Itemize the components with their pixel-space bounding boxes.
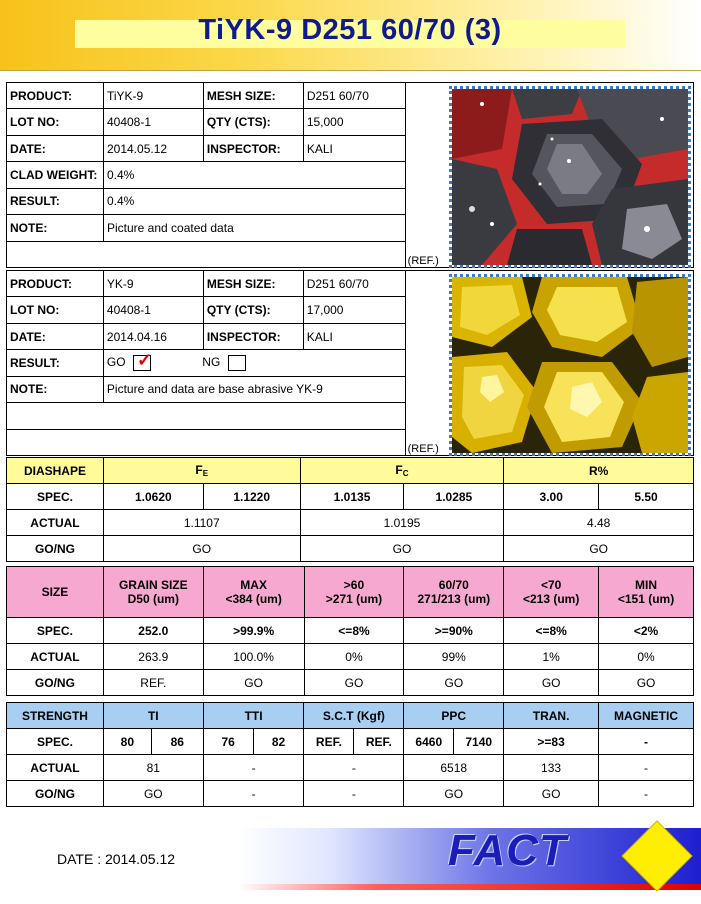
- fc-main: F: [395, 463, 403, 477]
- base-diamond-photo: [449, 274, 691, 456]
- checkmark-icon: ✓: [136, 349, 153, 370]
- magnetic-spec: -: [598, 729, 693, 755]
- min-gong: GO: [599, 670, 694, 696]
- magnetic-header: MAGNETIC: [598, 703, 693, 729]
- lot-no-label: LOT NO:: [7, 297, 104, 323]
- date-label: DATE:: [7, 135, 104, 161]
- note-label: NOTE:: [7, 215, 104, 241]
- sct-spec-max: REF.: [354, 729, 404, 755]
- under70-header: [504, 567, 599, 618]
- empty-row: [7, 403, 406, 429]
- r-gong: GO: [504, 536, 694, 562]
- base-product-table: [6, 270, 694, 456]
- tti-spec-min: 76: [203, 729, 253, 755]
- max-actual: 100.0%: [203, 644, 304, 670]
- empty-row: [7, 429, 406, 455]
- ng-option-label: NG: [202, 355, 221, 370]
- product-label: PRODUCT:: [7, 271, 104, 297]
- fe-gong: GO: [103, 536, 300, 562]
- fe-spec-min: 1.0620: [103, 484, 203, 510]
- ref-label: (REF.): [407, 255, 439, 267]
- actual-label: ACTUAL: [7, 644, 104, 670]
- sct-gong: -: [304, 781, 404, 807]
- coated-crystals-image: [452, 89, 688, 265]
- spec-label: SPEC.: [7, 484, 104, 510]
- qty-label: QTY (CTS):: [203, 297, 303, 323]
- grain-spec: 252.0: [103, 618, 203, 644]
- ppc-header: PPC: [404, 703, 504, 729]
- coated-product-table: [6, 82, 694, 268]
- fc-gong: GO: [300, 536, 504, 562]
- coated-picture-cell: [405, 83, 693, 268]
- grain-actual: 263.9: [103, 644, 203, 670]
- sct-spec-min: REF.: [304, 729, 354, 755]
- 60-70-spec: >=90%: [404, 618, 504, 644]
- note-label: NOTE:: [7, 376, 104, 402]
- gong-label: GO/NG: [7, 781, 104, 807]
- date-value: 2014.05.12: [103, 135, 203, 161]
- tran-spec: >=83: [504, 729, 599, 755]
- fe-main: F: [195, 463, 203, 477]
- go-checkbox[interactable]: [133, 349, 153, 371]
- fc-subscript: C: [402, 469, 409, 478]
- inspector-label: INSPECTOR:: [203, 135, 303, 161]
- min-spec: <2%: [599, 618, 694, 644]
- ti-actual: 81: [103, 755, 203, 781]
- fe-actual: 1.1107: [103, 510, 300, 536]
- spec-label: SPEC.: [7, 729, 104, 755]
- max-gong: GO: [203, 670, 304, 696]
- tti-gong: -: [203, 781, 304, 807]
- sct-actual: -: [304, 755, 404, 781]
- sct-header: S.C.T (Kgf): [304, 703, 404, 729]
- ti-gong: GO: [103, 781, 203, 807]
- fc-actual: 1.0195: [300, 510, 504, 536]
- r-actual: 4.48: [504, 510, 694, 536]
- tti-header: TTI: [203, 703, 304, 729]
- date-label: DATE:: [7, 323, 104, 349]
- magnetic-actual: -: [598, 755, 693, 781]
- base-picture-cell: [405, 271, 693, 456]
- inspector-label: INSPECTOR:: [203, 323, 303, 349]
- size-header: SIZE: [7, 567, 104, 618]
- fc-header: [300, 458, 504, 484]
- note-value: Picture and coated data: [103, 215, 405, 241]
- diashape-header: DIASHAPE: [7, 458, 104, 484]
- inspector-value: KALI: [303, 323, 405, 349]
- footer-date: DATE : 2014.05.12: [57, 851, 176, 867]
- inspector-value: KALI: [303, 135, 405, 161]
- empty-row: [7, 241, 406, 267]
- clad-weight-label: CLAD WEIGHT:: [7, 162, 104, 188]
- header-line1: MAX: [240, 578, 267, 592]
- ppc-spec-max: 7140: [454, 729, 504, 755]
- max-header: [203, 567, 304, 618]
- note-value: Picture and data are base abrasive YK-9: [103, 376, 405, 402]
- header-line1: >60: [343, 578, 365, 592]
- over60-gong: GO: [304, 670, 404, 696]
- min-header: [599, 567, 694, 618]
- over60-header: [304, 567, 404, 618]
- under70-gong: GO: [504, 670, 599, 696]
- max-spec: >99.9%: [203, 618, 304, 644]
- product-value: TiYK-9: [103, 83, 203, 109]
- mesh-size-value: D251 60/70: [303, 83, 405, 109]
- qty-value: 17,000: [303, 297, 405, 323]
- over60-actual: 0%: [304, 644, 404, 670]
- r-spec-min: 3.00: [504, 484, 599, 510]
- fe-header: [103, 458, 300, 484]
- header-line2: <151 (um): [617, 592, 675, 606]
- clad-weight-value: 0.4%: [103, 162, 405, 188]
- coated-diamond-photo: [449, 86, 691, 268]
- tran-gong: GO: [504, 781, 599, 807]
- ng-checkbox[interactable]: [228, 355, 246, 371]
- date-value: 2014.04.16: [103, 323, 203, 349]
- ppc-spec-min: 6460: [404, 729, 454, 755]
- qty-label: QTY (CTS):: [203, 109, 303, 135]
- result-label: RESULT:: [7, 188, 104, 214]
- grain-gong: REF.: [103, 670, 203, 696]
- ref-label: (REF.): [407, 443, 439, 455]
- lot-no-label: LOT NO:: [7, 109, 104, 135]
- strength-header: STRENGTH: [7, 703, 104, 729]
- ti-spec-max: 86: [151, 729, 203, 755]
- page-title: TiYK-9 D251 60/70 (3): [198, 14, 502, 46]
- r-percent-header: R%: [504, 458, 694, 484]
- gong-label: GO/NG: [7, 536, 104, 562]
- product-label: PRODUCT:: [7, 83, 104, 109]
- result-label: RESULT:: [7, 350, 104, 376]
- fact-logo: FACT: [448, 826, 567, 875]
- spec-label: SPEC.: [7, 618, 104, 644]
- ppc-actual: 6518: [404, 755, 504, 781]
- size-table: [6, 566, 694, 696]
- product-value: YK-9: [103, 271, 203, 297]
- mesh-size-label: MESH SIZE:: [203, 83, 303, 109]
- actual-label: ACTUAL: [7, 755, 104, 781]
- header-line2: <213 (um): [522, 592, 580, 606]
- tti-actual: -: [203, 755, 304, 781]
- r-spec-max: 5.50: [599, 484, 694, 510]
- magnetic-gong: -: [598, 781, 693, 807]
- header-line2: 271/213 (um): [417, 592, 491, 606]
- header-line2: D50 (um): [127, 592, 179, 606]
- grain-size-header: [103, 567, 203, 618]
- fe-spec-max: 1.1220: [203, 484, 300, 510]
- 60-70-header: [404, 567, 504, 618]
- 60-70-actual: 99%: [404, 644, 504, 670]
- header-line1: <70: [540, 578, 562, 592]
- 60-70-gong: GO: [404, 670, 504, 696]
- under70-actual: 1%: [504, 644, 599, 670]
- ppc-gong: GO: [404, 781, 504, 807]
- tti-spec-max: 82: [253, 729, 304, 755]
- yellow-crystals-image: [452, 277, 688, 453]
- result-options: [103, 350, 405, 376]
- ti-spec-min: 80: [103, 729, 151, 755]
- header-line2: >271 (um): [325, 592, 383, 606]
- header-line1: 60/70: [438, 578, 469, 592]
- tran-header: TRAN.: [504, 703, 599, 729]
- strength-table: [6, 702, 694, 807]
- lot-no-value: 40408-1: [103, 297, 203, 323]
- header-line1: GRAIN SIZE: [118, 578, 188, 592]
- fc-spec-max: 1.0285: [404, 484, 504, 510]
- qty-value: 15,000: [303, 109, 405, 135]
- go-option-label: GO: [106, 355, 126, 370]
- gong-label: GO/NG: [7, 670, 104, 696]
- lot-no-value: 40408-1: [103, 109, 203, 135]
- under70-spec: <=8%: [504, 618, 599, 644]
- over60-spec: <=8%: [304, 618, 404, 644]
- fe-subscript: E: [202, 469, 209, 478]
- title-divider: [0, 70, 701, 71]
- fc-spec-min: 1.0135: [300, 484, 404, 510]
- header-line1: MIN: [635, 578, 658, 592]
- min-actual: 0%: [599, 644, 694, 670]
- tran-actual: 133: [504, 755, 599, 781]
- mesh-size-label: MESH SIZE:: [203, 271, 303, 297]
- diamond-logo-icon: [621, 820, 693, 892]
- diashape-table: [6, 457, 694, 562]
- actual-label: ACTUAL: [7, 510, 104, 536]
- mesh-size-value: D251 60/70: [303, 271, 405, 297]
- result-value: 0.4%: [103, 188, 405, 214]
- header-line2: <384 (um): [225, 592, 282, 606]
- ti-header: TI: [103, 703, 203, 729]
